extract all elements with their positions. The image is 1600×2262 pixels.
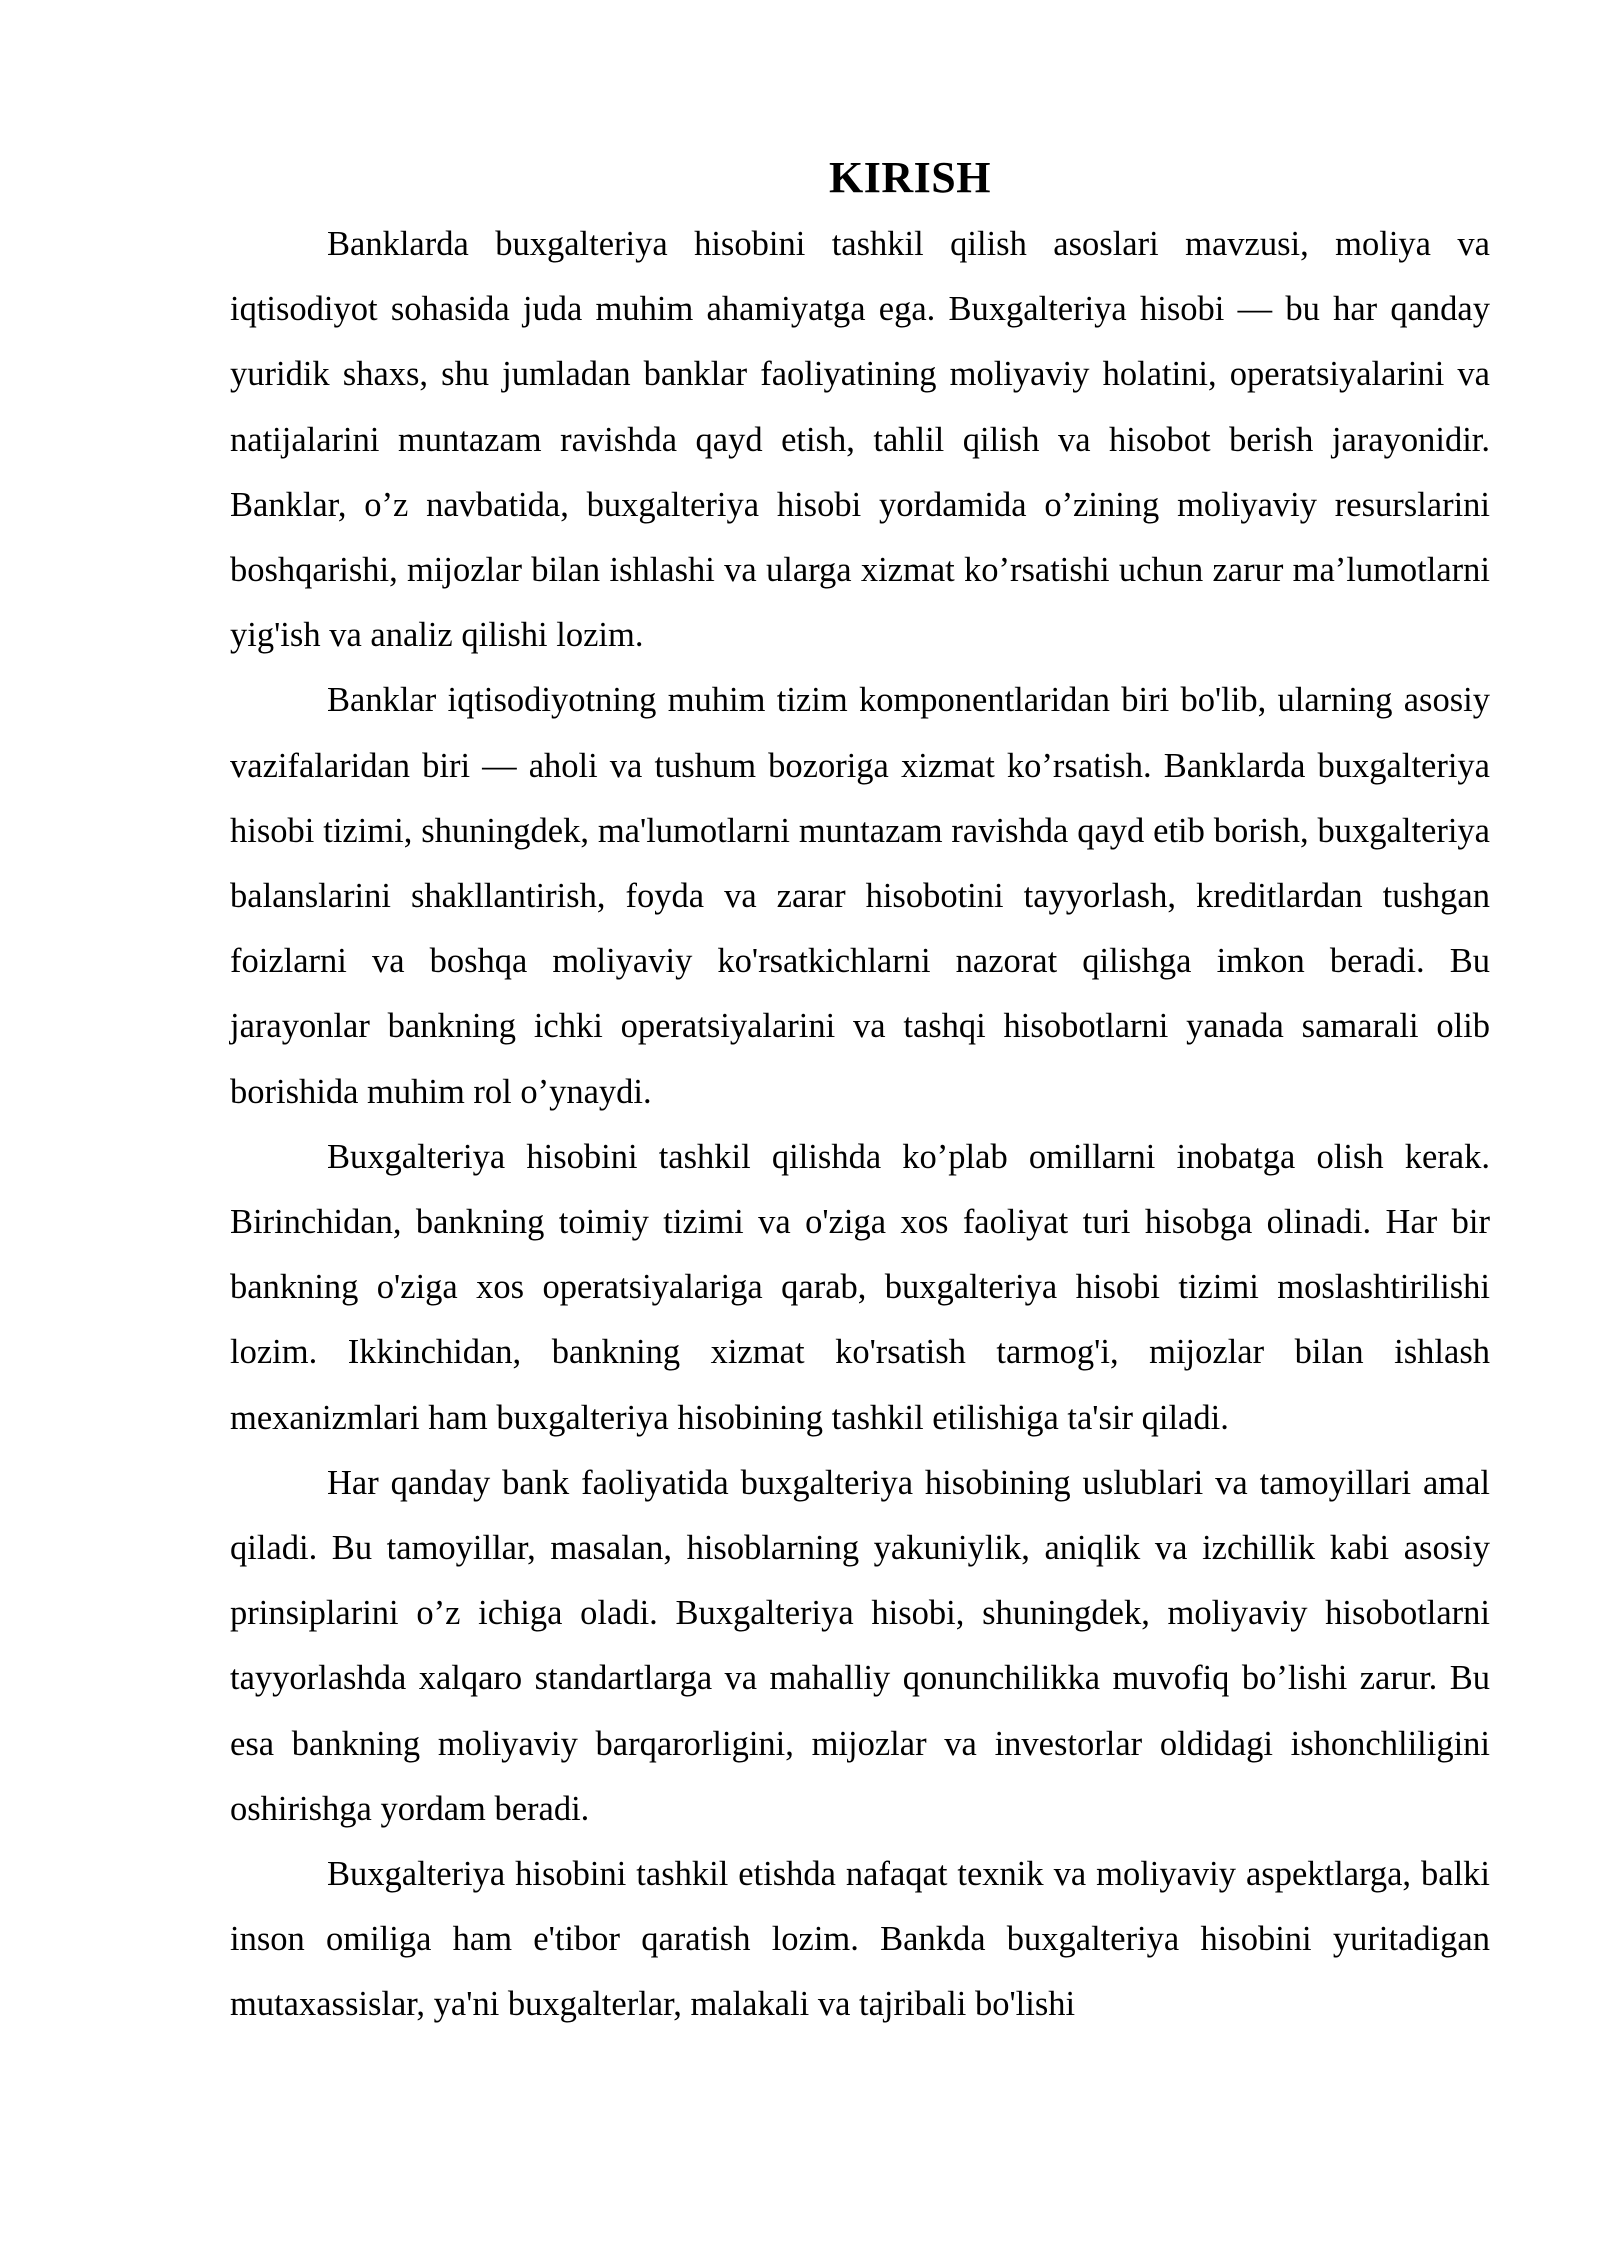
paragraph-5: Buxgalteriya hisobini tashkil etishda nafaqat texnik va moliyaviy aspektlarga, balki inson omiliga ham e'tibor qaratish lozim. Bankda buxgalteriya hisobini yuritadigan mutaxassislar, ya'ni buxgalterlar, malakali va tajribali bo'lishi xyxy=(230,1855,1490,2024)
paragraph-4: Har qanday bank faoliyatida buxgalteriya hisobining uslublari va tamoyillari amal qiladi. Bu tamoyillar, masalan, hisoblarning yakuniylik, aniqlik va izchillik kabi asosiy prinsiplarini o’z ichiga oladi. Buxgalteriya hisobi, shuningdek, moliyaviy hisobotlarni tayyorlashda xalqaro standartlarga va mahalliy qonunchilikka muvofiq bo’lishi zarur. Bu esa bankning moliyaviy barqarorligini, mijozlar va investorlar oldidagi ishonchliligini oshirishga yordam beradi. xyxy=(230,1463,1490,1828)
paragraph-1: Banklarda buxgalteriya hisobini tashkil qilish asoslari mavzusi, moliya va iqtisodiyot sohasida juda muhim ahamiyatga ega. Buxgalteriya hisobi — bu har qanday yuridik shaxs, shu jumladan banklar faoliyatining moliyaviy holatini, operatsiyalarini va natijalarini muntazam ravishda qayd etish, tahlil qilish va hisobot berish jarayonidir. Banklar, o’z navbatida, buxgalteriya hisobi yordamida o’zining moliyaviy resurslarini boshqarishi, mijozlar bilan ishlashi va ularga xizmat ko’rsatishi uchun zarur ma’lumotlarni yig'ish va analiz qilishi lozim. xyxy=(230,225,1490,655)
document-body xyxy=(230,150,1490,2038)
page-title: KIRISH xyxy=(829,153,991,202)
paragraph-2: Banklar iqtisodiyotning muhim tizim komponentlaridan biri bo'lib, ularning asosiy vazifalaridan biri — aholi va tushum bozoriga xizmat ko’rsatish. Banklarda buxgalteriya hisobi tizimi, shuningdek, ma'lumotlarni muntazam ravishda qayd etib borish, buxgalteriya balanslarini shakllantirish, foyda va zarar hisobotini tayyorlash, kreditlardan tushgan foizlarni va boshqa moliyaviy ko'rsatkichlarni nazorat qilishga imkon beradi. Bu jarayonlar bankning ichki operatsiyalarini va tashqi hisobotlarni yanada samarali olib borishida muhim rol o’ynaydi. xyxy=(230,681,1490,1111)
paragraph-3: Buxgalteriya hisobini tashkil qilishda ko’plab omillarni inobatga olish kerak. Birinchidan, bankning toimiy tizimi va o'ziga xos faoliyat turi hisobga olinadi. Har bir bankning o'ziga xos operatsiyalariga qarab, buxgalteriya hisobi tizimi moslashtirilishi lozim. Ikkinchidan, bankning xizmat ko'rsatish tarmog'i, mijozlar bilan ishlash mexanizmlari ham buxgalteriya hisobining tashkil etilishiga ta'sir qiladi. xyxy=(230,1137,1490,1437)
